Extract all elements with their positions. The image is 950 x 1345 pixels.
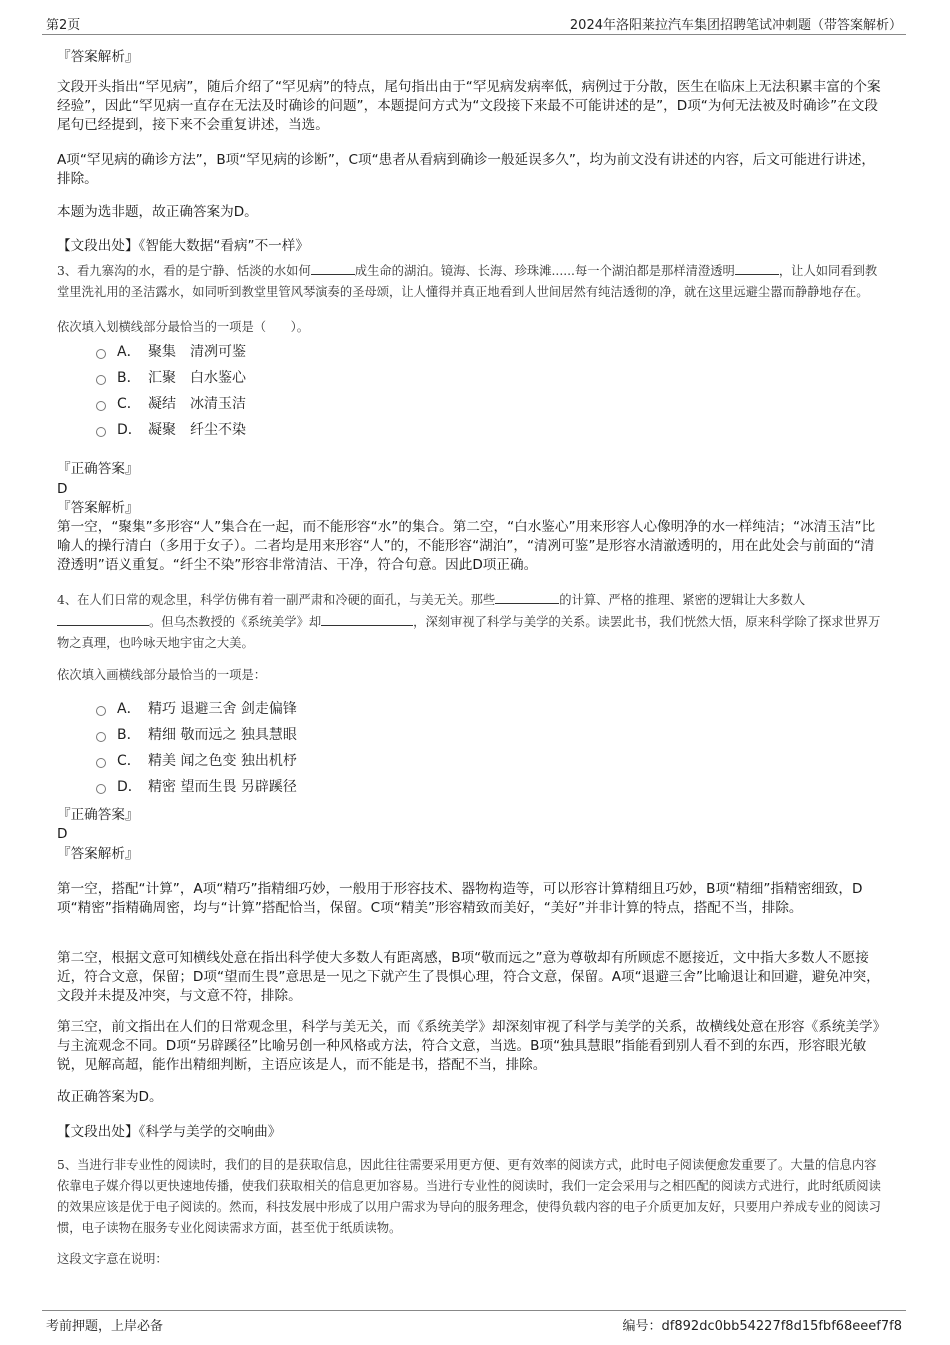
correct-answer-label: 『正确答案』 <box>57 807 139 823</box>
radio-icon[interactable] <box>96 401 106 411</box>
analysis-conclusion: 故正确答案为D。 <box>57 1089 163 1105</box>
radio-icon[interactable] <box>96 706 106 716</box>
option-b[interactable]: B． 精细 敬而远之 独具慧眼 <box>96 725 297 745</box>
analysis-paragraph: A项“罕见病的确诊方法”，B项“罕见病的诊断”，C项“患者从看病到确诊一般延误多久”，均为前文没有讲述的内容，后文可能进行讲述，排除。 <box>57 152 876 187</box>
correct-answer: D <box>57 826 68 842</box>
source-citation: 【文段出处】《科学与美学的交响曲》 <box>57 1124 282 1140</box>
option-b[interactable]: B． 汇聚 白水鉴心 <box>96 368 246 388</box>
page-header <box>42 12 906 35</box>
radio-icon[interactable] <box>96 375 106 385</box>
radio-icon[interactable] <box>96 784 106 794</box>
analysis-paragraph: 第二空，根据文意可知横线处意在指出科学使大多数人有距离感，B项“敬而远之”意为尊敬却有所顾虑不愿接近，文中指大多数人不愿接近，符合文意，保留；D项“望而生畏”意思是一见之下就产生了畏惧心理，符合文意，保留。A项“退避三舍”比喻退让和回避，避免冲突，文段并未提及冲突，与文意不符，排除。 <box>57 950 880 1004</box>
question-5-stem: 5、当进行非专业性的阅读时，我们的目的是获取信息，因此往往需要采用更方便、更有效率的阅读方式，此时电子阅读便愈发重要了。大量的信息内容依靠电子媒介得以更快速地传播，使我们获取相关的信息更加容易。当进行专业性的阅读时，我们一定会采用与之相匹配的阅读方式进行，此时纸质阅读的效果应该是优于电子阅读的。然而，科技发展中形成了以用户需求为导向的服务理念，使得负载内容的电子介质更加友好，只要用户养成专业的阅读习惯，电子读物在服务专业化阅读需求方面，甚至优于纸质读物。 <box>57 1158 881 1235</box>
question-5-prompt: 这段文字意在说明： <box>57 1252 168 1266</box>
source-citation: 【文段出处】《智能大数据“看病”不一样》 <box>57 238 309 254</box>
document-title: 2024年洛阳莱拉汽车集团招聘笔试冲刺题（带答案解析） <box>569 18 902 33</box>
analysis-paragraph: 第三空，前文指出在人们的日常观念里，科学与美无关，而《系统美学》却深刻审视了科学与美学的关系，故横线处意在形容《系统美学》与主流观念不同。D项“另辟蹊径”比喻另创一种风格或方法，符合文意，当选。B项“独具慧眼”指能看到别人看不到的东西，形容眼光敏锐，见解高超，能作出精细判断，主语应该是人，而不能是书，搭配不当，排除。 <box>57 1019 887 1073</box>
analysis-label: 『答案解析』 <box>57 500 139 516</box>
option-d[interactable]: D． 凝聚 纤尘不染 <box>96 420 246 440</box>
correct-answer-label: 『正确答案』 <box>57 461 139 477</box>
fill-blank <box>57 611 149 626</box>
option-a[interactable]: A． 精巧 退避三舍 剑走偏锋 <box>96 699 297 719</box>
question-4-stem: 4、在人们日常的观念里，科学仿佛有着一副严肃和冷硬的面孔，与美无关。那些 的计算、严格的推理、紧密的逻辑让大多数人。但乌杰教授的《系统美学》却 ，深刻审视了科学与美学的关系。读罢此书，我们恍然大悟，原来科学除了探求世界万物之真理，也吟咏天地宇宙之大美。 <box>57 589 887 654</box>
radio-icon[interactable] <box>96 732 106 742</box>
footer-slogan: 考前押题，上岸必备 <box>46 1319 164 1334</box>
analysis-paragraph: 第一空，“聚集”多形容“人”集合在一起，而不能形容“水”的集合。第二空，“白水鉴心”用来形容人心像明净的水一样纯洁；“冰清玉洁”比喻人的操行清白（多用于女子）。二者均是用来形容“人”的，不能形容“湖泊”，“清冽可鉴”是形容水清澈透明的，用在此处会与前面的“清澄透明”语义重复。“纤尘不染”形容非常清洁、干净，符合句意。因此D项正确。 <box>57 519 876 573</box>
question-3-prompt: 依次填入划横线部分最恰当的一项是（ ）。 <box>57 320 310 334</box>
radio-icon[interactable] <box>96 427 106 437</box>
analysis-conclusion: 本题为选非题，故正确答案为D。 <box>57 204 258 220</box>
radio-icon[interactable] <box>96 758 106 768</box>
analysis-label: 『答案解析』 <box>57 846 139 862</box>
document-id: 编号：df892dc0bb54227f8d15fbf68eeef7f8 <box>622 1319 902 1334</box>
fill-blank <box>735 260 779 275</box>
page-footer <box>42 1310 906 1333</box>
radio-icon[interactable] <box>96 349 106 359</box>
question-3-stem: 3、看九寨沟的水，看的是宁静、恬淡的水如何 成生命的湖泊。镜海、长海、珍珠滩......每一个湖泊都是那样清澄透明 ，让人如同看到教堂里洗礼用的圣洁露水，如同听到教堂里管风琴演奏的圣母颂，让人懂得并真正地看到人世间居然有纯洁透彻的净，就在这里远避尘嚣而静静地存在。 <box>57 260 887 303</box>
option-d[interactable]: D． 精密 望而生畏 另辟蹊径 <box>96 777 297 797</box>
option-a[interactable]: A． 聚集 清冽可鉴 <box>96 342 246 362</box>
analysis-label: 『答案解析』 <box>57 49 139 65</box>
fill-blank <box>311 260 355 275</box>
option-c[interactable]: C． 凝结 冰清玉洁 <box>96 394 246 414</box>
analysis-paragraph: 文段开头指出“罕见病”，随后介绍了“罕见病”的特点，尾句指出由于“罕见病发病率低，病例过于分散，医生在临床上无法积累丰富的个案经验”，因此“罕见病一直存在无法及时确诊的问题”，本题提问方式为“文段接下来最不可能讲述的是”，D项“为何无法被及时确诊”在文段尾句已经提到，接下来不会重复讲述，当选。 <box>57 79 881 133</box>
fill-blank <box>495 589 559 604</box>
correct-answer: D <box>57 481 68 497</box>
analysis-paragraph: 第一空，搭配“计算”，A项“精巧”指精细巧妙，一般用于形容技术、器物构造等，可以形容计算精细且巧妙，B项“精细”指精密细致，D项“精密”指精确周密，均与“计算”搭配恰当，保留。C项“精美”形容精致而美好，“美好”并非计算的特点，搭配不当，排除。 <box>57 881 863 916</box>
option-c[interactable]: C． 精美 闻之色变 独出机杼 <box>96 751 297 771</box>
fill-blank <box>321 611 413 626</box>
question-4-prompt: 依次填入画横线部分最恰当的一项是： <box>57 668 267 682</box>
page-number: 第2页 <box>46 18 81 33</box>
